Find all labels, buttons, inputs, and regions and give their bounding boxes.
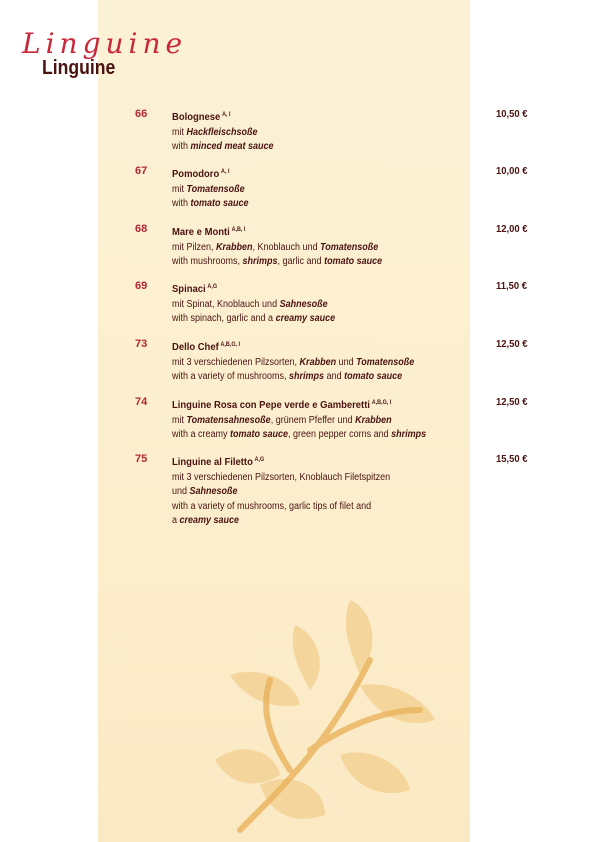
item-name: Dello Chef [172,341,219,353]
description-line: with minced meat sauce [172,141,274,152]
description-line: with a creamy tomato sauce, green pepper corns and shrimps [172,429,427,440]
allergen-codes: A,B,G, I [371,400,392,406]
item-name: Spinaci [172,283,206,295]
item-description [172,338,472,385]
item-description [172,453,472,529]
item-description [172,108,472,155]
item-price: 10,00 € [496,165,528,177]
item-number: 75 [135,453,148,465]
page-title: Linguine [42,57,116,79]
item-name: Mare e Monti [172,226,230,238]
allergen-codes: A,B,G, I [220,342,241,348]
allergen-codes: A, I [221,169,230,175]
description-line: mit 3 verschiedenen Pilzsorten, Knoblauch Filetspitzen [172,471,391,483]
item-number: 66 [135,108,148,120]
item-number: 67 [135,165,148,177]
item-price: 12,00 € [496,223,528,235]
item-name: Linguine Rosa con Pepe verde e Gamberetti [172,399,370,411]
allergen-codes: A,G [254,457,265,463]
allergen-codes: A,B, I [231,227,246,233]
description-line: with a variety of mushrooms, shrimps and tomato sauce [172,371,403,382]
item-price: 15,50 € [496,453,528,465]
item-description [172,223,472,270]
description-line: mit Tomatensoße [172,183,245,195]
description-line: mit Hackfleischsoße [172,126,258,138]
item-number: 69 [135,280,148,292]
description-line: mit 3 verschiedenen Pilzsorten, Krabben und Tomatensoße [172,356,415,368]
item-number: 74 [135,396,148,408]
item-name: Bolognese [172,111,221,123]
item-number: 73 [135,338,148,350]
description-line: with mushrooms, shrimps, garlic and tomato sauce [172,256,383,267]
item-name: Linguine al Filetto [172,456,253,468]
description-line: a creamy sauce [172,515,240,526]
description-line: mit Spinat, Knoblauch und Sahnesoße [172,298,328,310]
description-line: und Sahnesoße [172,486,238,497]
description-line: mit Pilzen, Krabben, Knoblauch und Tomatensoße [172,241,379,253]
item-price: 12,50 € [496,338,528,350]
item-name: Pomodoro [172,168,220,180]
item-price: 10,50 € [496,108,528,120]
leaf-branch-icon [200,580,450,840]
item-description [172,280,472,327]
description-line: mit Tomatensahnesoße, grünem Pfeffer und Krabben [172,414,392,426]
allergen-codes: A, I [222,112,231,118]
description-line: with spinach, garlic and a creamy sauce [172,313,336,324]
description-line: with tomato sauce [172,198,249,209]
item-price: 12,50 € [496,396,528,408]
description-line: with a variety of mushrooms, garlic tips of filet and [172,500,372,512]
item-description [172,165,472,212]
script-title: Linguine [22,27,188,60]
item-description [172,396,472,443]
allergen-codes: A,G [207,284,218,290]
item-number: 68 [135,223,148,235]
item-price: 11,50 € [496,280,528,292]
